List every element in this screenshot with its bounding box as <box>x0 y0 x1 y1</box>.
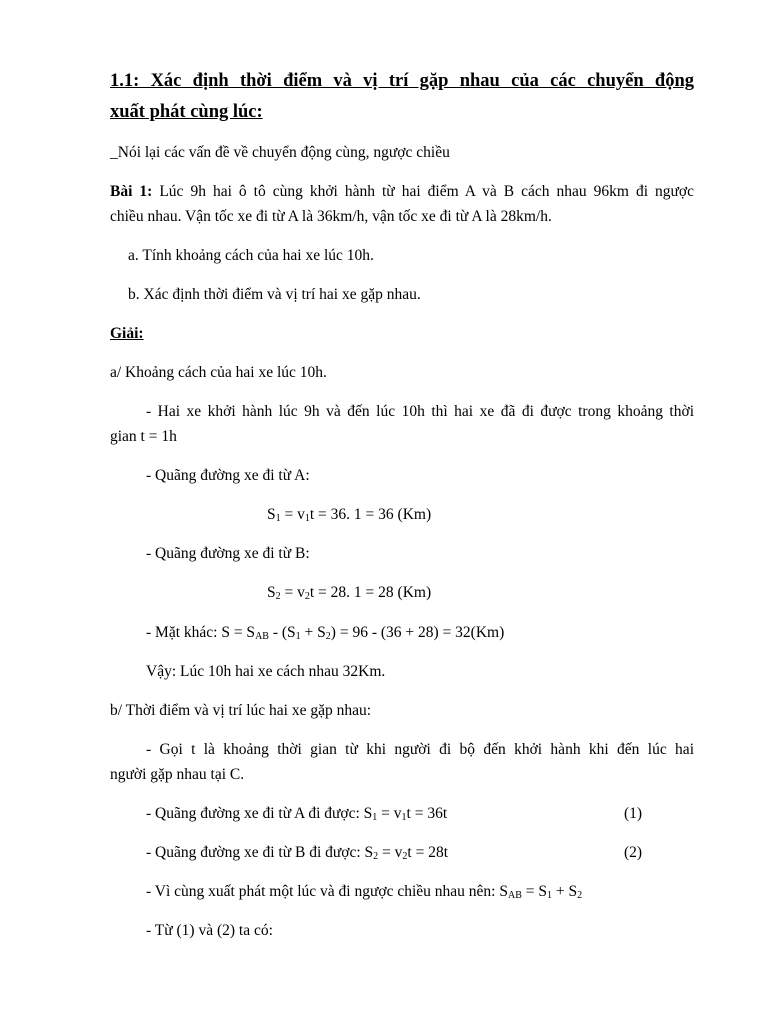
section-title-line2: xuất phát cùng lúc: <box>110 102 263 122</box>
part-a-heading: a/ Khoảng cách của hai xe lúc 10h. <box>110 364 327 381</box>
section-title-line1: 1.1: Xác định thời điểm và vị trí gặp nhau của các chuyển động <box>110 71 694 91</box>
b5-text: - Từ (1) và (2) ta có: <box>146 922 273 939</box>
problem-text-line2: chiều nhau. Vận tốc xe đi từ A là 36km/h, vận tốc xe đi từ A là 28km/h. <box>110 208 552 225</box>
problem-text: Lúc 9h hai ô tô cùng khởi hành từ hai điểm A và B cách nhau 96km đi ngược <box>152 183 694 200</box>
equation-number-2: (2) <box>624 844 643 861</box>
a3-text: - Quãng đường xe đi từ B: <box>146 545 310 562</box>
problem-part-a: a. Tính khoảng cách của hai xe lúc 10h. <box>128 247 374 264</box>
equation-number-1: (1) <box>624 805 643 822</box>
a1-line1: - Hai xe khởi hành lúc 9h và đến lúc 10h thì hai xe đã đi được trong khoảng thời <box>146 403 694 420</box>
a5-conclusion: Vậy: Lúc 10h hai xe cách nhau 32Km. <box>146 663 386 680</box>
a4-text: - Mặt khác: $S = S_{AB} - (S_1 + S_2) = 96 - (36 + 28) = 32(Km)$ <box>146 624 505 642</box>
b2-text: - Quãng đường xe đi từ A đi được: $S_1 = v_1t = 36t$ (1) <box>146 802 694 826</box>
b4-text: - Vì cùng xuất phát một lúc và đi ngược chiều nhau nên: $S_{AB} = S_1 + S_2$ <box>146 883 583 901</box>
b1-line1: - Gọi t là khoảng thời gian từ khi người đi bộ đến khởi hành khi đến lúc hai <box>146 741 694 758</box>
solution-label: Giải: <box>110 325 144 342</box>
b1-line2: người gặp nhau tại C. <box>110 766 245 783</box>
a2-text: - Quãng đường xe đi từ A: <box>146 467 310 484</box>
part-b-heading: b/ Thời điểm và vị trí lúc hai xe gặp nhau: <box>110 702 372 719</box>
problem-label: Bài 1: <box>110 183 153 200</box>
b3-text: - Quãng đường xe đi từ B đi được: $S_2 = v_2t = 28t$ (2) <box>146 841 694 865</box>
a1-line2: gian t = 1h <box>110 428 177 445</box>
problem-text-line1 <box>110 180 694 204</box>
equation-s1: $S_1 = v_1t = 36$. 1 = 36 (Km) <box>267 506 432 524</box>
problem-part-b: b. Xác định thời điểm và vị trí hai xe gặp nhau. <box>128 286 421 303</box>
equation-s2: $S_2 = v_2t = 28$. 1 = 28 (Km) <box>267 584 432 602</box>
intro-text: _Nói lại các vấn đề về chuyển động cùng, ngược chiều <box>110 144 450 161</box>
